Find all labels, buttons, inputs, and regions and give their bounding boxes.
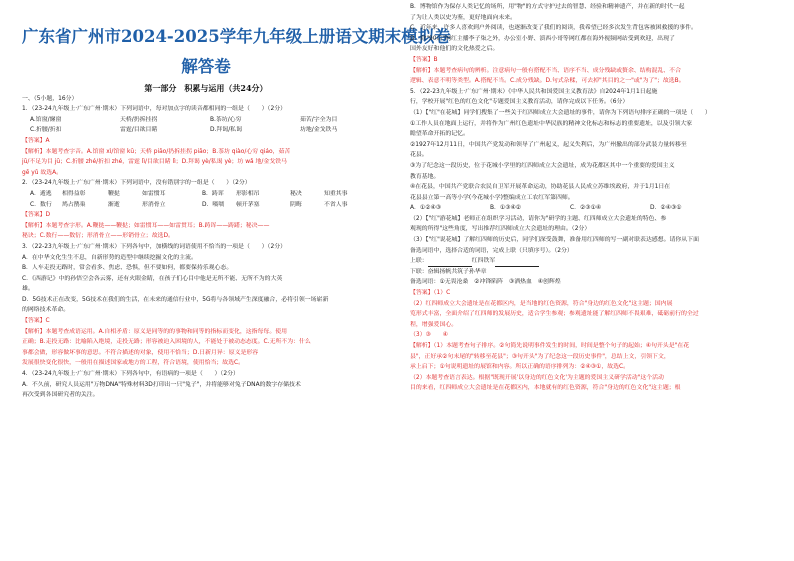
right-column [410,0,780,394]
q4-option-b: B．博物馆作为保存人类记忆的场所，用"物"的方式守护过去的智慧、经验和精神遗产，并在新的时代一起 [410,4,685,10]
q5-sentence: 瞻望革命开拓的记忆。 [410,131,469,138]
q2-option: C．数行 [30,201,52,208]
q5-sentence: 教育基地。 [410,173,440,180]
q1-analysis: 【解析】本题考查字音。A.馆窗 xì/馆窗 kū；天桥 piāo/扔拆挂拐 piāo；B.茶坊 qiào/心穷 qiáo，茹苦 [22,148,291,155]
q4-option-d: D．除"90后"网红主播李子柒之外，办公室小野、滇西小哥等网红都在海外视频网站受到欢迎，出现了 [410,35,675,42]
q2-option: D．嗫嚅 [202,201,225,208]
fill-blank[interactable] [495,259,539,267]
fill-blank[interactable] [428,259,472,267]
q1-option: 天桥/扔拆挂拐 [120,116,158,123]
q4-analysis: 【解析】本题考查病句的辨析。注意病句一般有搭配不当、语序不当、成分残缺或赘余、结构混乱、不合 [410,67,681,74]
q5-task3: （3）【"红"说花城】了解红四师的历史后，同学们深受鼓舞，准备用红四师的写一副对联表达感想。请你从下面 [410,237,699,244]
q1-options-2 [22,125,390,136]
q5-option: B．①③④② [490,205,522,212]
q1-analysis: gē yǔ 故选A。 [22,169,63,176]
q2-stem: 2．（23-24九年级上·广东广州·期末）下列词语中，没有错别字的一组是（ ）（2分） [22,180,251,187]
q3-answer: 【答案】C [22,318,50,325]
q5-answer: 程，增强爱国心。 [410,321,458,328]
q5-answer: 览形式丰富，全面介绍了红四师的发展历史，适合学生参观；参观遗址能了解红四师不畏艰难，砥砺前行的全过 [410,311,699,318]
q2-option: 秘决 [290,190,302,197]
q3-analysis: 【解析】本题考查成语运用。A.自相矛盾：原义是同等的的事物和同等的指标而变化，这指每每。使用 [22,328,287,335]
q5-task2: （2）【"红"游花城】老师正在组织学习活动，请你为"研学的主题、红四师成立大会遗址的特色、参 [410,215,667,222]
q2-option: 鞭挞 [108,190,120,197]
q5-sentence: ①工作人员在地面上运行，并将作为广州红色遗址中华民族的精神文化标志和标志的重要遗址，以及引领大家 [410,120,693,127]
q5-sentence: 花县县立第一高等小学(今花城小学)整编成立工农红军第四师。 [410,194,574,201]
q1-option: 茹苦/字全为目 [300,116,338,123]
couplet-lower: 下联：奋辑扬帆共筑子孙华章 [410,268,487,275]
q1-option: D.拜谒/私谒 [210,127,242,134]
q5-option: C．②③①④ [570,205,602,212]
q4-analysis: 逻辑、表意不明等类型。A.搭配不当。C.成分残缺。D.句式杂糅，可去掉"其目的之一"或"为了"；故选B。 [410,78,685,85]
q4-answer: 【答案】B [410,56,438,63]
q1-option: A.馆窗/窿窗 [30,116,62,123]
q3-option-d: 的网络技术革命。 [22,307,70,314]
q2-option: 渐逝 [108,201,120,208]
q5-analysis: 【解析】（1）本题考查句子排序。②句简先说明事件发生的时间，时间是整个句子的起始；④句开头是"在花 [410,343,690,349]
q2-analysis: 秘诀；C.数行——数衍；形消骨立——形销骨立；故选D。 [22,233,174,240]
q2-options-2 [22,200,390,211]
q5-task1: （1）【"红"在花城】同学们搜集了一些关于红四师成立大会遗址的事件，请你为下列语句排序正确的一项是（ ） [410,109,711,116]
q5-sentence: ②1927年12月11日，中国共产党发动和领导了广州起义，起义失利后，为广州撤出的部分武装力量转移至 [410,141,687,148]
page-subtitle: 解答卷 [181,57,231,76]
q1-answer: 【答案】A [22,137,50,144]
q1-option: B.茶坊/心穷 [210,116,242,123]
q5-options [410,203,780,214]
q2-option: 形消骨立 [142,201,166,208]
q2-option: 如雷惯耳 [142,190,166,197]
section-heading: 一、（5小题，16分） [22,95,78,102]
q4-option-d: 国外友好和他们的文化热爱之后。 [410,46,499,53]
q2-option: A．遁逃 [30,190,52,197]
q5-stem: 5．（22-23九年级上·广东广州·期末）《中华人民共和国爱国主义教育法》自2024年1月1日起施 [410,88,658,95]
q2-option: B．踌诨 [202,190,224,197]
q5-sentence: ④在花县，中国共产党联合农民自卫军开展革命运动，协助花县人民成立苏维埃政府，并于1月1日在 [410,184,671,191]
q5-sentence: ③为了纪念这一段历史，位于花城小学里的红四师成立大会遗址，成为花都区其中一个重要的爱国主义 [410,162,675,169]
q5-answer: （2）红四师成立大会遗址是在花都区内，是当地的红色资源，符合"身边的红色文化"这主题；国内展 [410,300,673,307]
q5-analysis: 承上启下；①句说明遗址的展馆和内容。所以正确的语序排列为：②④③①，故选C。 [410,364,630,371]
q4-option-a: 再次受到各国研究者的关注。 [22,392,99,399]
couplet-choices: 备选词语：①无畏沧桑 ②冲锋陷阵 ③洒热血 ④创辉煌 [410,279,561,286]
q4-option-b: 了为让人类以史为鉴，更好地面向未来。 [410,14,517,21]
part-heading: 第一部分 积累与运用（共24分） [144,83,268,93]
q3-analysis: 发展很快变化很快，一般用在描述国家或地方的工程，符合语境，使用恰当；故选C。 [22,360,245,367]
q5-option: A．①②④③ [410,205,442,212]
q5-option: D．②④③① [650,205,682,212]
q5-analysis: （2）本题考查语言表达。根据"既现开展'以身边的红色文化'为主题的爱国主义研学活动"这个活动 [410,374,664,381]
page-title: 广东省广州市2024-2025学年九年级上册语文期末模拟卷 [22,27,451,46]
q5-analysis: 县"，正好承②句末尾的"转移至花县"；③句开头"为了纪念这一段历史事件"，总结上文，引领下文， [410,353,670,360]
q4-option-a: A．不久前，研究人员运用"万物DNA"特殊材料3D打印出一只"兔子"，并将能够对兔子DNA的数字存储技术 [22,381,301,388]
q2-option: 阴晦 [290,201,302,208]
q2-option: 顿开茅塞 [236,201,260,208]
q3-option-d: D．5G技术正在改变，5G技术在我们的生活，在未来的通信行业中，5G将与各领域产生深度融合，必将引领一场崭新 [22,296,329,303]
q2-option: 形影相吊 [236,190,260,197]
q2-option: 相得益彰 [62,190,86,197]
q2-options [22,189,390,200]
q1-option: 雷霆/目欲目睹 [120,127,158,134]
q3-analysis: 事都会做，形容做坏事的意思。不符合描述的对象，使用不恰当；D.日新月异：原义是形容 [22,349,259,356]
q2-answer: 【答案】D [22,212,51,219]
q1-option: C.折腰/折扣 [30,127,62,134]
q3-option-b: B．人车走投无路时，常会看多、焦虑、恐惧，但不要如何，都要保持乐观心态。 [22,265,233,272]
q5-answer: （3）③ ④ [410,332,448,339]
q5-answer: 【答案】（1）C [410,290,451,297]
couplet-upper [410,256,780,267]
q1-options [22,115,390,126]
q3-option-c: C．《西游记》中的孙悟空会各云雾，还有火眼金睛，在孩子们心目中他是无所不能、无所不为的大英 [22,275,283,282]
q5-analysis: 目的来看，红四师成立大会遗址是在花都区内，本地就有的红色资源，符合"身边的红色文化"这主题；根 [410,385,681,392]
q5-sentence: 花县。 [410,152,428,159]
q5-task3: 备选词语中，选择合适的词语，完成上联（只填序号）。（2分） [410,247,573,254]
q1-stem: 1．（23-24九年级上·广东广州·期末）下列词语中，每对加点字的读音都相同的一组是（ ）（2分） [22,106,286,113]
q3-option-a: A．在中华文化生生不息，自新形势的造型中继续挖掘文化的主流。 [22,254,197,261]
q2-option: 不省人事 [324,201,348,208]
couplet-upper-tail: 红四铁军 [471,258,496,265]
q5-stem: 行，学校开展"红色的红色文化"专题爱国主义教育活动，请你完成以下任务。（6分） [410,99,629,106]
q2-analysis: 【解析】本题考查字形。A.鞭挞——鞭挞；如雷惯耳——如雷贯耳；B.踌诨——踌躇；秘决—— [22,222,270,229]
q2-option: 鸠占鹊巢 [62,201,86,208]
q4-option-c: C．近年来，许多人喜欢到户外阅读，也逐渐改变了我们的阅读，我希望已经多次发生背包客被困救援的事件。 [410,25,697,32]
q3-option-c: 雄。 [22,286,34,293]
couplet-upper-label: 上联： [410,258,428,265]
q4-stem: 4．（23-24九年级上·广东广州·期末）下列各句中，有语病的一项是（ ）（2分） [22,371,239,378]
q1-analysis: jū/不足为目 jū；C.折腰 zhé/折扣 zhé，雷霆 lì/目欲目睹 lì；D.拜谒 yè/私谒 yè；坊 wǎ 地/金戈铁马 [22,159,287,166]
q3-analysis: 正确；B.走投无路：比喻陷入绝境，走投无路；形容被迫入困境的人，不能处于被动态态度。C.无所不为：什么 [22,339,311,346]
q1-option: 坊地/金戈铁马 [300,127,338,134]
q5-task2: 观现的所得"这些角度，写出推荐红四师成立大会遗址的理由。（2分） [410,226,591,233]
q2-option: 知重其事 [324,190,348,197]
q3-stem: 3．（22-23九年级上·广东广州·期末）下列各句中，加横线的词语使用不恰当的一项是（ ）（2分） [22,243,286,250]
